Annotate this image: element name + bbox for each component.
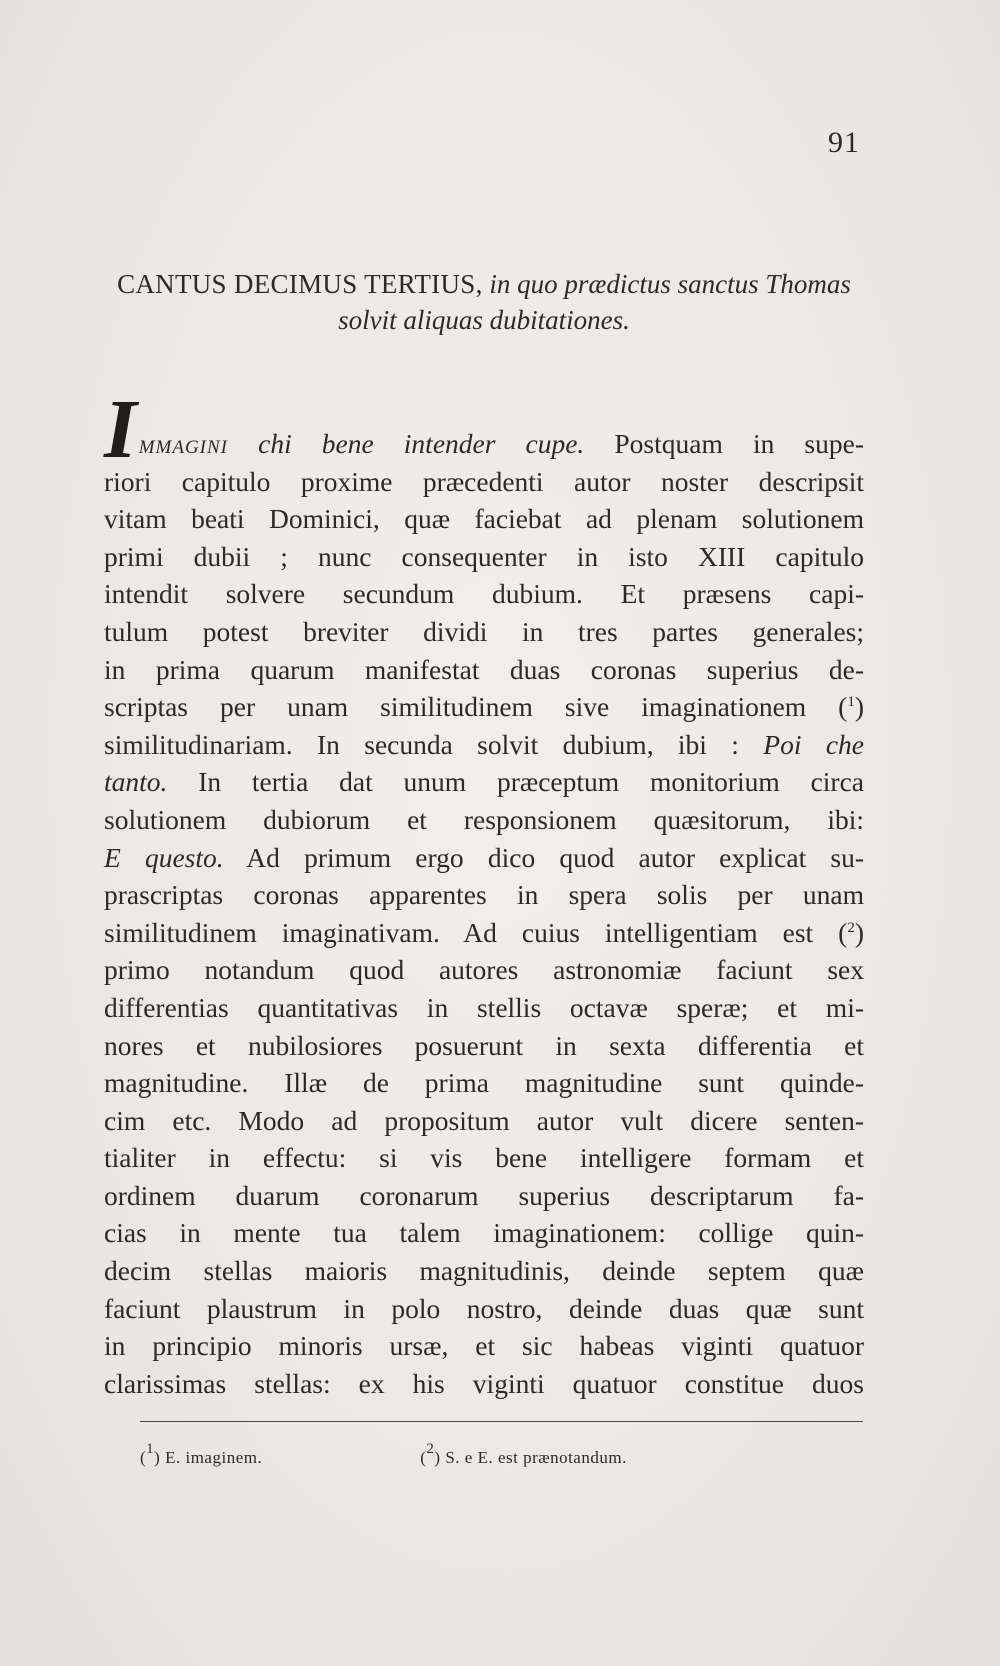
body-line-10 bbox=[104, 763, 864, 801]
heading-line-2 bbox=[104, 302, 864, 338]
incipit-italic: chi bene intender cupe. bbox=[258, 428, 585, 459]
footnote-divider bbox=[140, 1421, 863, 1422]
body-text bbox=[104, 383, 865, 1402]
heading-italic-1: in quo prædictus sanctus Thomas bbox=[489, 269, 851, 299]
line-12-italic: E questo. bbox=[104, 841, 224, 873]
body-line-19: cim etc. Modo ad propositum autor vult dicere senten- bbox=[104, 1104, 864, 1136]
footnote-1-mark: 1 bbox=[146, 1441, 155, 1457]
footnote-1-text: E. imaginem. bbox=[165, 1448, 263, 1467]
body-line-7: in prima quarum manifestat duas coronas superius de- bbox=[104, 653, 864, 685]
line-9-italic: Poi che bbox=[763, 728, 864, 760]
body-line-25: in principio minoris ursæ, et sic habeas viginti quatuor bbox=[104, 1330, 864, 1362]
drop-cap: I bbox=[104, 383, 137, 476]
incipit-small-caps: mmagini bbox=[138, 428, 229, 459]
footnote-2-text: S. e E. est prænotandum. bbox=[445, 1448, 627, 1467]
body-line-11: solutionem dubiorum et responsionem quæsitorum, ibi: bbox=[104, 803, 864, 835]
footnote-1: ($^1$) E. imaginem. bbox=[140, 1441, 263, 1467]
heading-italic-2: solvit aliquas dubitationes. bbox=[338, 305, 630, 335]
body-line-3: vitam beati Dominici, quæ faciebat ad plenam solutionem bbox=[104, 503, 864, 535]
line-1-rest: Postquam in supe- bbox=[614, 428, 864, 459]
body-line-6: tulum potest breviter dividi in tres partes generales; bbox=[104, 615, 864, 647]
heading-line-1 bbox=[104, 266, 864, 302]
body-line-12 bbox=[104, 839, 864, 877]
body-line-8 bbox=[104, 688, 864, 726]
body-line-22: cias in mente tua talem imaginationem: collige quin- bbox=[104, 1217, 864, 1249]
body-line-21: ordinem duarum coronarum superius descriptarum fa- bbox=[104, 1179, 864, 1211]
body-line-23: decim stellas maioris magnitudinis, deinde septem quæ bbox=[104, 1255, 864, 1287]
footnotes bbox=[140, 1441, 863, 1468]
body-line-5: intendit solvere secundum dubium. Et præsens capi- bbox=[104, 578, 864, 610]
body-line-18: magnitudine. Illæ de prima magnitudine sunt quinde- bbox=[104, 1067, 864, 1099]
line-12-text: Ad primum ergo dico quod autor explicat su- bbox=[246, 841, 864, 873]
footnote-ref-1: 1 bbox=[847, 694, 855, 711]
body-line-14 bbox=[104, 914, 864, 952]
chapter-heading bbox=[104, 266, 864, 338]
line-10-italic: tanto. bbox=[104, 766, 168, 798]
heading-caps: CANTUS DECIMUS TERTIUS, bbox=[117, 269, 483, 299]
body-line-16: differentias quantitativas in stellis octavæ speræ; et mi- bbox=[104, 991, 864, 1023]
body-line-24: faciunt plaustrum in polo nostro, deinde duas quæ sunt bbox=[104, 1292, 864, 1324]
line-14-close: ) bbox=[854, 916, 864, 948]
line-8-close: ) bbox=[854, 691, 864, 723]
body-line-4: primi dubii ; nunc consequenter in isto XIII capitulo bbox=[104, 540, 864, 572]
page-number: 91 bbox=[828, 126, 860, 159]
line-10-text: In tertia dat unum præceptum monitorium circa bbox=[198, 766, 865, 798]
body-line-15: primo notandum quod autores astronomiæ faciunt sex bbox=[104, 954, 864, 986]
footnote-2-mark: 2 bbox=[426, 1441, 435, 1457]
body-line-1 bbox=[104, 383, 864, 476]
body-line-26: clarissimas stellas: ex his viginti quatuor constitue duos bbox=[104, 1367, 864, 1399]
body-line-2: riori capitulo proxime præcedenti autor noster descripsit bbox=[104, 465, 864, 497]
line-14-text: similitudinem imaginativam. Ad cuius intelligentiam est ( bbox=[104, 916, 848, 948]
line-9-text: similitudinariam. In secunda solvit dubium, ibi : bbox=[104, 728, 739, 760]
line-8-text: scriptas per unam similitudinem sive imaginationem ( bbox=[104, 691, 848, 723]
footnote-2: ($^2$) S. e E. est prænotandum. bbox=[420, 1441, 627, 1467]
body-line-17: nores et nubilosiores posuerunt in sexta differentia et bbox=[104, 1029, 864, 1061]
body-line-20: tialiter in effectu: si vis bene intelligere formam et bbox=[104, 1142, 864, 1174]
body-line-9 bbox=[104, 726, 864, 764]
footnote-ref-2: 2 bbox=[847, 919, 855, 936]
body-line-13: prascriptas coronas apparentes in spera solis per unam bbox=[104, 879, 864, 911]
